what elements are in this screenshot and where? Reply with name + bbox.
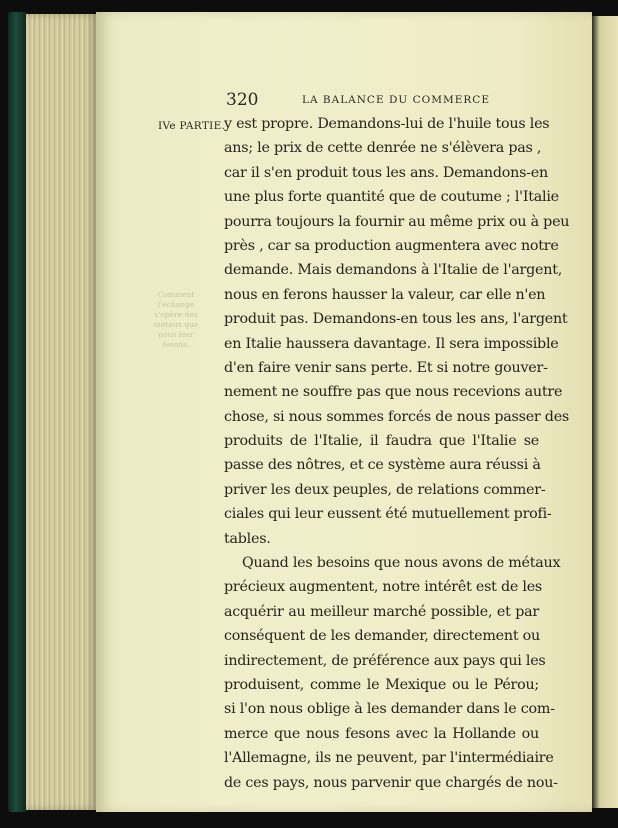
text-line: si l'on nous oblige à les demander dans le com- — [224, 701, 555, 718]
show-through-line: s'opère des — [154, 310, 198, 319]
show-through-line: fesons. — [162, 340, 190, 349]
text-line: car il s'en produit tous les ans. Demandons-en — [224, 164, 548, 181]
margin-show-through-note — [150, 290, 202, 350]
page-number: 320 — [226, 90, 259, 110]
show-through-line: l'échange — [157, 300, 195, 309]
running-head — [226, 90, 526, 110]
text-line: produits de l'Italie, il faudra que l'Italie se — [224, 433, 539, 450]
text-line: chose, si nous sommes forcés de nous passer des — [224, 408, 570, 425]
page-stack-edges — [26, 14, 98, 810]
body-text — [224, 112, 570, 795]
text-line: une plus forte quantité que de coutume ; l'Italie — [224, 189, 559, 206]
text-line: nement ne souffre pas que nous recevions autre — [224, 384, 563, 401]
text-line: indirectement, de préférence aux pays qui les — [224, 652, 546, 669]
text-line: produisent, comme le Mexique ou le Pérou; — [224, 676, 539, 693]
book-cover-edge — [8, 12, 28, 812]
text-line: produit pas. Demandons-en tous les ans, l'argent — [224, 311, 568, 328]
show-through-line: nous leur — [158, 330, 194, 339]
margin-part-label: IVe PARTIE. — [158, 120, 226, 132]
text-line: passe des nôtres, et ce système aura réussi à — [224, 457, 541, 474]
paragraph-2 — [224, 551, 561, 795]
text-line: près , car sa production augmentera avec notre — [224, 237, 559, 254]
text-line: merce que nous fesons avec la Hollande ou — [224, 725, 539, 742]
facing-page-edge — [592, 16, 618, 808]
running-head-title: LA BALANCE DU COMMERCE — [302, 94, 490, 106]
text-line: Quand les besoins que nous avons de métaux — [242, 555, 561, 572]
show-through-line: métaux que — [153, 320, 199, 329]
show-through-line: Comment — [157, 290, 195, 299]
text-line: l'Allemagne, ils ne peuvent, par l'intermédiaire — [224, 750, 554, 767]
text-line: de ces pays, nous parvenir que chargés de nou- — [224, 774, 558, 791]
text-line: pourra toujours la fournir au même prix ou à peu — [224, 213, 570, 230]
text-line: priver les deux peuples, de relations commer- — [224, 481, 546, 498]
text-line: précieux augmentent, notre intérêt est de les — [224, 579, 542, 596]
text-line: ciales qui leur eussent été mutuellement profi- — [224, 506, 552, 523]
text-line: en Italie haussera davantage. Il sera impossible — [224, 335, 559, 352]
text-line: nous en ferons hausser la valeur, car elle n'en — [224, 286, 546, 303]
text-line: d'en faire venir sans perte. Et si notre gouver- — [224, 359, 548, 376]
text-line: demande. Mais demandons à l'Italie de l'argent, — [224, 262, 562, 279]
text-line: ans; le prix de cette denrée ne s'élèvera pas , — [224, 140, 542, 157]
paragraph-1 — [224, 112, 570, 551]
text-line: acquérir au meilleur marché possible, et par — [224, 603, 539, 620]
text-line: tables. — [224, 530, 271, 547]
text-line: y est propre. Demandons-lui de l'huile tous les — [224, 116, 550, 132]
text-line: conséquent de les demander, directement ou — [224, 628, 540, 645]
